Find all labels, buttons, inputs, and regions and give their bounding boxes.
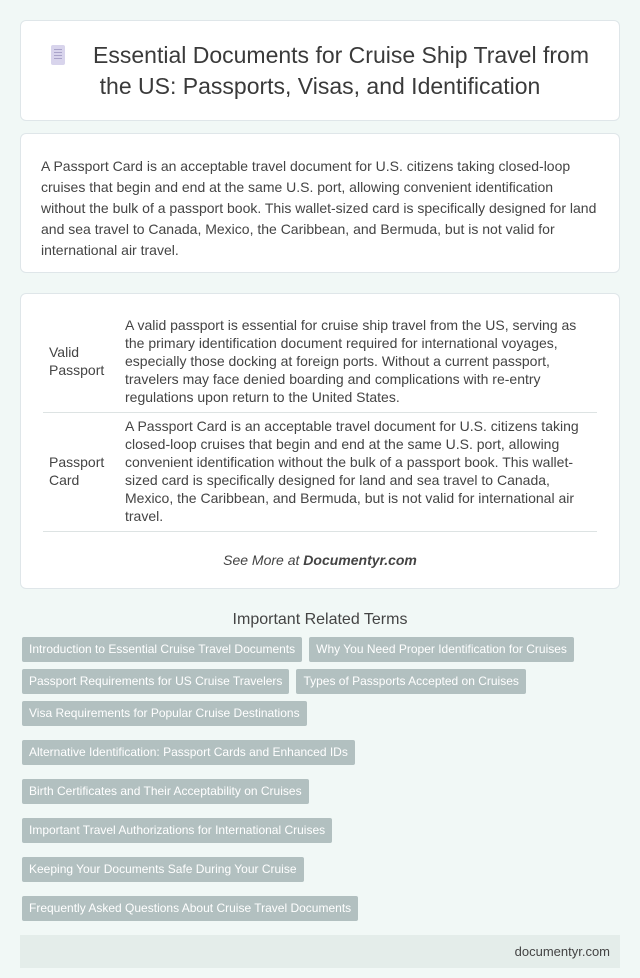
table-row <box>43 413 597 532</box>
footer <box>20 935 620 968</box>
document-icon <box>51 45 65 65</box>
page-title: Essential Documents for Cruise Ship Travel from the US: Passports, Visas, and Identification <box>51 40 589 102</box>
summary-card: A Passport Card is an acceptable travel document for U.S. citizens taking closed-loop cruises that begin and end at the same U.S. port, allowing convenient identification without the bulk of a passport book. This wallet-sized card is specifically designed for land and sea travel to Canada, Mexico, the Caribbean, and Bermuda, but is not valid for international air travel. <box>20 133 620 273</box>
related-tags <box>20 637 620 921</box>
related-tag[interactable]: Important Travel Authorizations for International Cruises <box>22 818 332 843</box>
related-tag[interactable]: Alternative Identification: Passport Cards and Enhanced IDs <box>22 740 355 765</box>
table-row <box>43 312 597 413</box>
terms-table <box>43 312 597 532</box>
see-more: See More at Documentyr.com <box>223 552 417 568</box>
related-tag[interactable]: Birth Certificates and Their Acceptability on Cruises <box>22 779 309 804</box>
description: A Passport Card is an acceptable travel document for U.S. citizens taking closed-loop cruises that begin and end at the same U.S. port, allowing convenient identification without the bulk of a passport book. This wallet-sized card is specifically designed for land and sea travel to Canada, Mexico, the Caribbean, and Bermuda, but is not valid for international air travel. <box>121 413 597 532</box>
description: A valid passport is essential for cruise ship travel from the US, serving as the primary identification document required for international voyages, especially those docking at foreign ports. Without a current passport, travelers may face denied boarding and complications with re-entry regulations upon return to the United States. <box>121 312 597 413</box>
related-title: Important Related Terms <box>232 611 408 628</box>
related-tag[interactable]: Keeping Your Documents Safe During Your Cruise <box>22 857 304 882</box>
related-tag[interactable]: Why You Need Proper Identification for Cruises <box>309 637 574 662</box>
title-card <box>20 20 620 121</box>
term: Valid Passport <box>43 312 121 413</box>
footer-site[interactable]: documentyr.com <box>514 944 610 959</box>
related-tag[interactable]: Types of Passports Accepted on Cruises <box>296 669 525 694</box>
related-tag[interactable]: Visa Requirements for Popular Cruise Destinations <box>22 701 307 726</box>
related-tag[interactable]: Frequently Asked Questions About Cruise Travel Documents <box>22 896 358 921</box>
see-more-link[interactable]: Documentyr.com <box>303 552 417 568</box>
terms-table-card <box>20 293 620 589</box>
related-tag[interactable]: Passport Requirements for US Cruise Travelers <box>22 669 289 694</box>
related-tag[interactable]: Introduction to Essential Cruise Travel Documents <box>22 637 302 662</box>
term: Passport Card <box>43 413 121 532</box>
